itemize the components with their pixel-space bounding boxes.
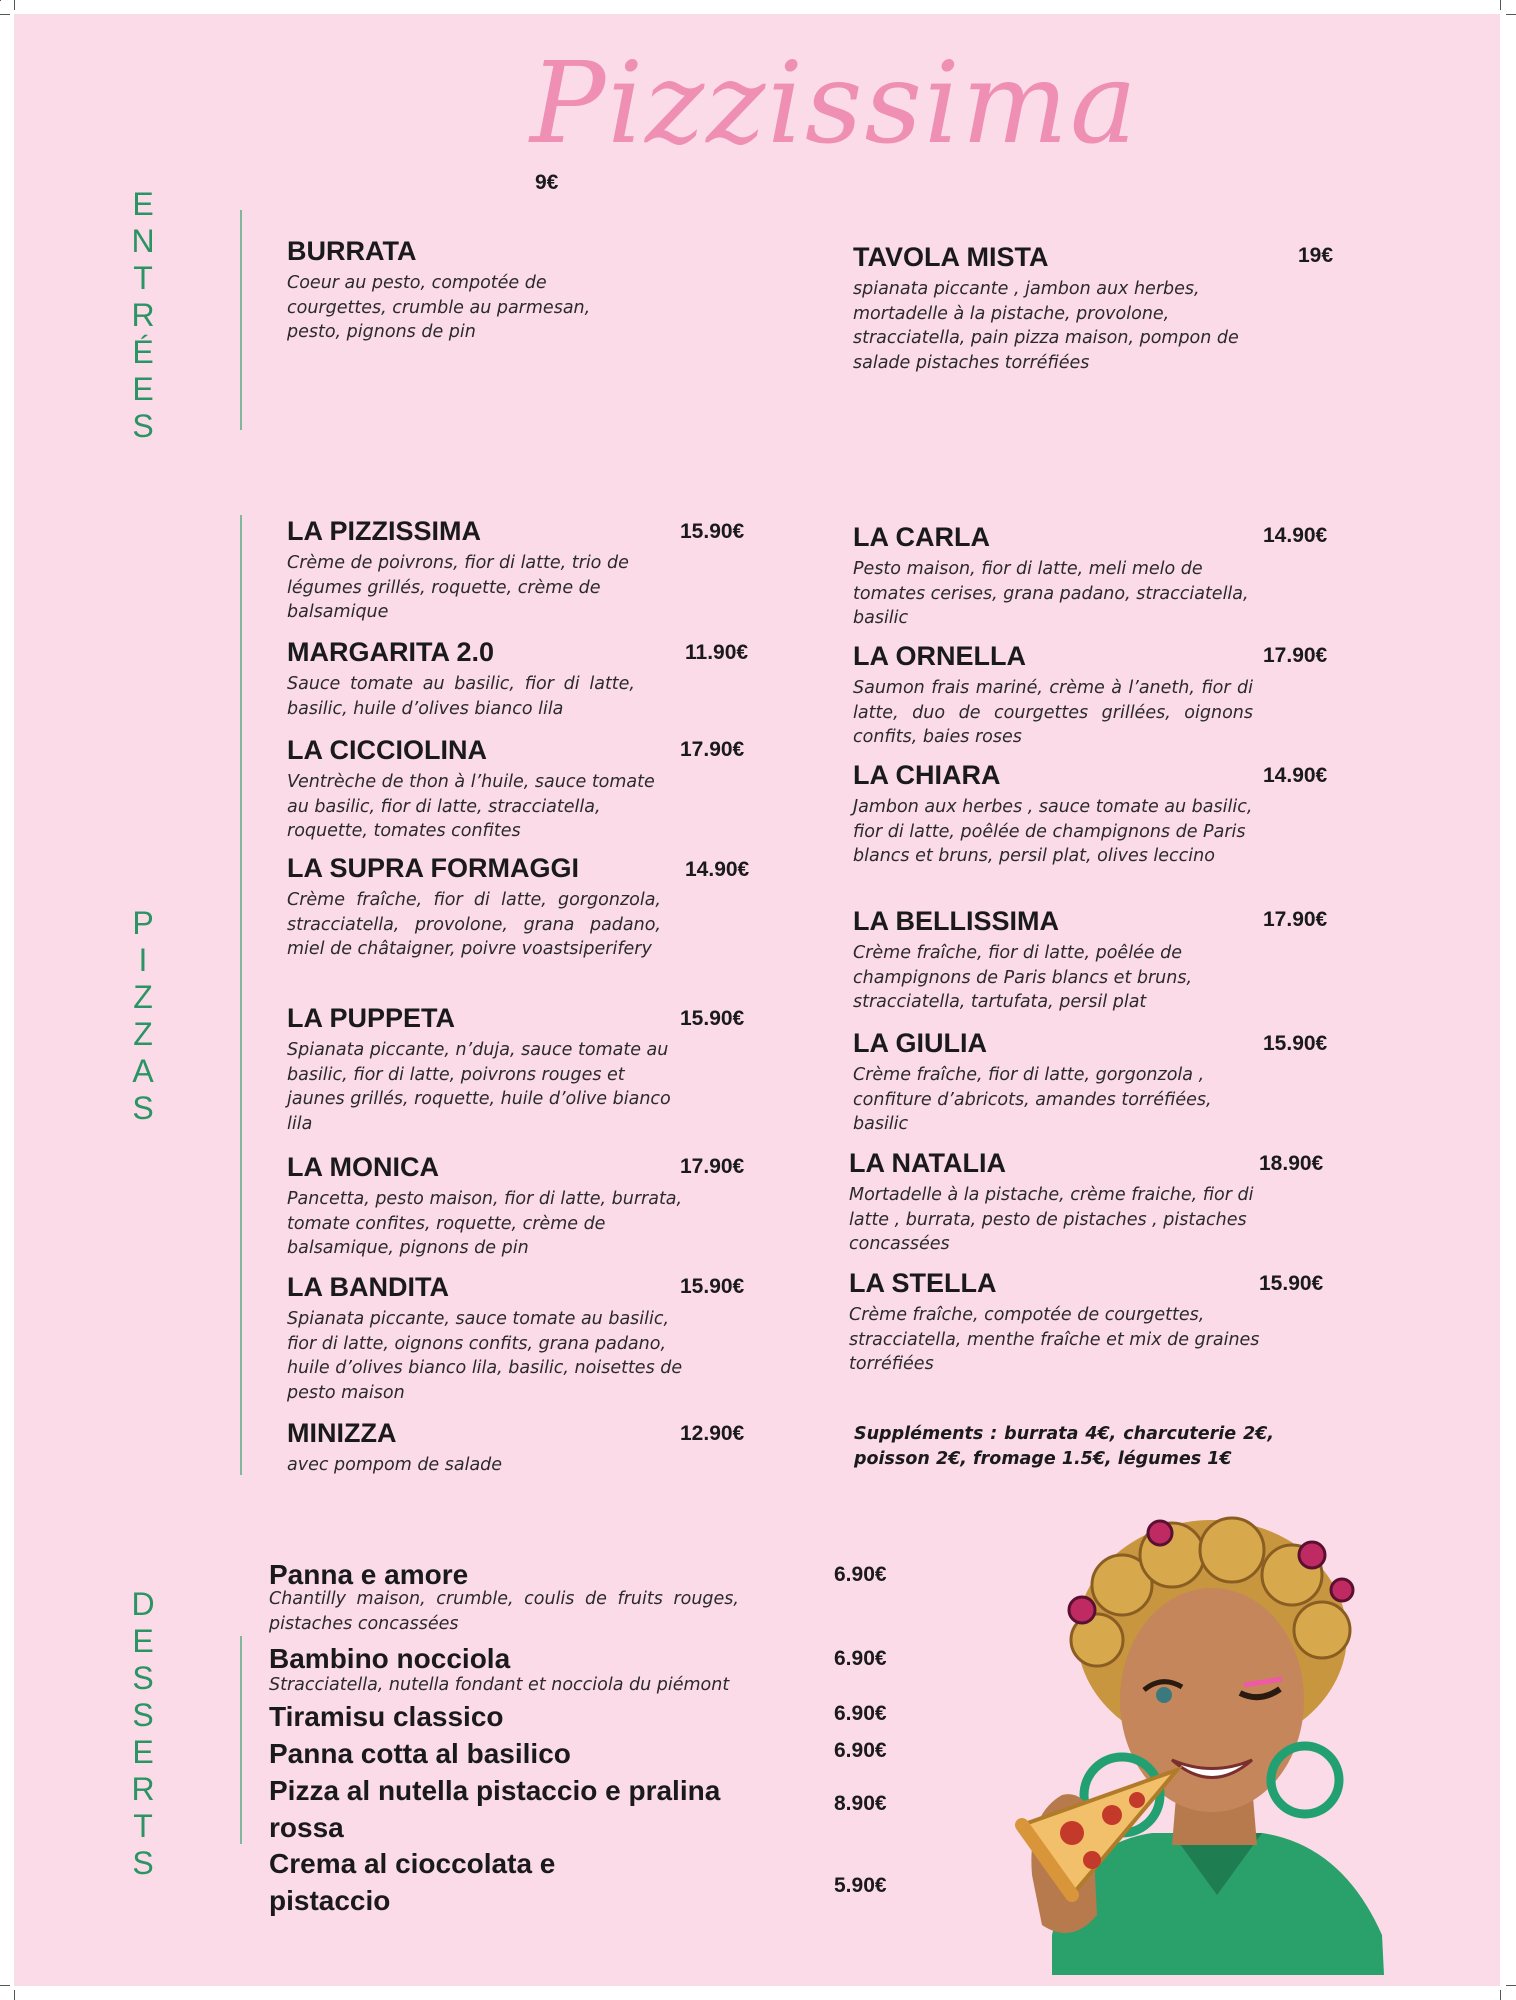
pizza-description: Pesto maison, fior di latte, meli melo de tomates cerises, grana padano, stracciatella, basilic xyxy=(853,559,1249,628)
pizza-la-pizzissima xyxy=(287,515,667,625)
pizzas-section-label xyxy=(113,905,173,1127)
desserts-section-label xyxy=(113,1586,173,1882)
dessert-crema-cioccolata xyxy=(269,1845,629,1919)
pizza-name: LA CICCIOLINA xyxy=(287,735,487,765)
section-label-letter: Z xyxy=(133,1016,153,1052)
pizza-description: Crème fraîche, compotée de courgettes, stracciatella, menthe fraîche et mix de graines torréfiées xyxy=(849,1305,1260,1374)
dessert-name: Panna cotta al basilico xyxy=(269,1738,571,1769)
pizza-price: 12.90€ xyxy=(680,1422,745,1445)
pizza-la-giulia xyxy=(853,1027,1253,1137)
pizza-description: Pancetta, pesto maison, fior di latte, burrata, tomate confites, roquette, crème de balsamique, pignons de pin xyxy=(287,1189,683,1258)
entree-description: Coeur au pesto, compotée de courgettes, crumble au parmesan, pesto, pignons de pin xyxy=(287,273,591,342)
section-label-letter: Z xyxy=(133,979,153,1015)
iris xyxy=(1156,1687,1172,1703)
pizza-description: avec pompom de salade xyxy=(287,1455,503,1475)
section-label-letter: S xyxy=(132,408,154,444)
pizza-description: Saumon frais mariné, crème à l’aneth, fior di latte, duo de courgettes grillées, oignons confits, baies roses xyxy=(853,678,1253,747)
pizza-name: LA SUPRA FORMAGGI xyxy=(287,853,579,883)
pizza-price: 15.90€ xyxy=(680,1007,745,1030)
pizza-name: LA GIULIA xyxy=(853,1028,987,1058)
pizza-description: Sauce tomate au basilic, fior di latte, basilic, huile d’olives bianco lila xyxy=(287,674,635,719)
pizza-description: Mortadelle à la pistache, crème fraiche, fior di latte , burrata, pesto de pistaches , pistaches concassées xyxy=(849,1185,1254,1254)
crop-mark xyxy=(0,14,10,15)
section-label-letter: P xyxy=(132,905,154,941)
crop-mark xyxy=(14,0,15,10)
entree-name: BURRATA xyxy=(287,236,417,266)
entrees-section-label xyxy=(113,186,173,445)
pizza-minizza xyxy=(287,1417,687,1478)
section-label-letter: S xyxy=(132,1660,154,1696)
pizza-price: 15.90€ xyxy=(680,1275,745,1298)
section-label-letter: R xyxy=(131,1771,155,1807)
pizza-price: 18.90€ xyxy=(1259,1152,1324,1175)
entrees-divider xyxy=(240,210,242,430)
pizza-la-bellissima xyxy=(853,905,1253,1015)
section-label-letter: T xyxy=(133,1808,153,1844)
section-label-letter: T xyxy=(133,260,153,296)
dessert-name: Panna e amore xyxy=(269,1559,469,1590)
section-label-letter: E xyxy=(132,186,154,222)
pizza-price: 11.90€ xyxy=(685,641,749,664)
pizza-price: 15.90€ xyxy=(1259,1272,1324,1295)
pizza-name: LA MONICA xyxy=(287,1152,439,1182)
dessert-description: Chantilly maison, crumble, coulis de fruits rouges, pistaches concassées xyxy=(269,1589,739,1634)
crop-mark xyxy=(0,1985,10,1986)
pizza-la-natalia xyxy=(849,1147,1269,1257)
pizza-name: LA NATALIA xyxy=(849,1148,1006,1178)
section-label-letter: E xyxy=(132,371,154,407)
dessert-panna-e-amore xyxy=(269,1556,739,1636)
menu-title: Pizzissima xyxy=(530,39,1139,169)
pizza-name: MINIZZA xyxy=(287,1418,397,1448)
dessert-price: 6.90€ xyxy=(834,1702,887,1725)
entree-name: TAVOLA MISTA xyxy=(853,242,1049,272)
desserts-divider xyxy=(240,1636,242,1844)
entree-price: 9€ xyxy=(535,171,559,194)
pizza-price: 17.90€ xyxy=(1263,644,1328,667)
pizza-name: LA CHIARA xyxy=(853,760,1001,790)
crop-mark xyxy=(14,1990,15,2000)
dessert-name: Pizza al nutella pistaccio e pralina rossa xyxy=(269,1775,721,1843)
pizza-name: LA BANDITA xyxy=(287,1272,449,1302)
pizza-price: 15.90€ xyxy=(680,520,745,543)
pizza-description: Crème fraîche, fior di latte, poêlée de champignons de Paris blancs et bruns, stracciatella, tartufata, persil plat xyxy=(853,943,1193,1012)
crop-mark xyxy=(1506,1985,1516,1986)
pizza-la-stella xyxy=(849,1267,1269,1377)
pizza-description: Spianata piccante, sauce tomate au basilic, fior di latte, oignons confits, grana padano, huile d’olives bianco lila, basilic, noisettes de pesto maison xyxy=(287,1309,683,1403)
crop-mark xyxy=(1500,1990,1501,2000)
pizza-name: MARGARITA 2.0 xyxy=(287,637,495,667)
pizza-la-cicciolina xyxy=(287,734,677,844)
section-label-letter: E xyxy=(132,1734,154,1770)
pizza-la-bandita xyxy=(287,1271,687,1405)
woman-eating-pizza-illustration xyxy=(1012,1515,1392,1975)
section-label-letter: N xyxy=(131,223,155,259)
entree-description: spianata piccante , jambon aux herbes, mortadelle à la pistache, provolone, stracciatella, pain pizza maison, pompon de salade pistaches torréfiées xyxy=(853,279,1239,373)
pizza-name: LA ORNELLA xyxy=(853,641,1026,671)
section-label-letter: E xyxy=(132,1623,154,1659)
supplements-note: Suppléments : burrata 4€, charcuterie 2€, poisson 2€, fromage 1.5€, légumes 1€ xyxy=(854,1424,1274,1469)
section-label-letter: D xyxy=(131,1586,155,1622)
dessert-price: 5.90€ xyxy=(834,1874,887,1897)
pizza-la-chiara xyxy=(853,759,1253,869)
crop-mark xyxy=(1500,0,1501,10)
pizza-price: 14.90€ xyxy=(1263,764,1328,787)
section-label-letter: S xyxy=(132,1090,154,1126)
crop-mark xyxy=(0,0,1,1)
dessert-price: 8.90€ xyxy=(834,1792,887,1815)
pizza-price: 14.90€ xyxy=(1263,524,1328,547)
pizza-price: 17.90€ xyxy=(680,738,745,761)
dessert-name: Tiramisu classico xyxy=(269,1701,504,1732)
entree-burrata xyxy=(287,235,647,345)
dessert-name: Bambino nocciola xyxy=(269,1643,511,1674)
pizza-description: Crème fraîche, fior di latte, gorgonzola , confiture d’abricots, amandes torréfiées, basilic xyxy=(853,1065,1212,1134)
pizza-description: Ventrèche de thon à l’huile, sauce tomate au basilic, fior di latte, stracciatella, roquette, tomates confites xyxy=(287,772,655,841)
pizza-price: 14.90€ xyxy=(685,858,750,881)
section-label-letter: R xyxy=(131,297,155,333)
entree-price: 19€ xyxy=(1298,244,1334,267)
pizza-name: LA BELLISSIMA xyxy=(853,906,1059,936)
dessert-pizza-nutella xyxy=(269,1772,789,1846)
pizza-price: 17.90€ xyxy=(680,1155,745,1178)
dessert-panna-cotta xyxy=(269,1735,739,1772)
pizza-description: Crème de poivrons, fior di latte, trio de légumes grillés, roquette, crème de balsamique xyxy=(287,553,629,622)
dessert-name: Crema al cioccolata e pistaccio xyxy=(269,1848,556,1916)
pizza-name: LA CARLA xyxy=(853,522,990,552)
dessert-bambino-nocciola xyxy=(269,1640,829,1698)
pizza-la-supra-formaggi xyxy=(287,852,661,962)
dessert-price: 6.90€ xyxy=(834,1563,887,1586)
pizzas-divider xyxy=(240,515,242,1475)
pizza-description: Crème fraîche, fior di latte, gorgonzola, stracciatella, provolone, grana padano, miel de châtaigner, poivre voastsiperifery xyxy=(287,890,661,959)
entree-tavola-mista xyxy=(853,241,1263,375)
section-label-letter: S xyxy=(132,1845,154,1881)
dessert-price: 6.90€ xyxy=(834,1647,887,1670)
pizza-margarita xyxy=(287,636,635,721)
section-label-letter: A xyxy=(132,1053,154,1089)
pizza-description: Spianata piccante, n’duja, sauce tomate au basilic, fior di latte, poivrons rouges et jaunes grillés, roquette, huile d’olive bianco lila xyxy=(287,1040,671,1134)
crop-mark xyxy=(1506,14,1516,15)
dessert-description: Stracciatella, nutella fondant et nocciola du piémont xyxy=(269,1675,730,1695)
section-label-letter: É xyxy=(132,334,154,370)
pizza-description: Jambon aux herbes , sauce tomate au basilic, fior di latte, poêlée de champignons de Paris blancs et bruns, persil plat, olives leccino xyxy=(853,797,1253,866)
section-label-letter: I xyxy=(138,942,148,978)
dessert-price: 6.90€ xyxy=(834,1739,887,1762)
section-label-letter: S xyxy=(132,1697,154,1733)
hoop-earring-right xyxy=(1271,1746,1339,1814)
pizza-la-carla xyxy=(853,521,1253,631)
pizza-name: LA STELLA xyxy=(849,1268,997,1298)
pizza-la-monica xyxy=(287,1151,687,1261)
pizza-name: LA PUPPETA xyxy=(287,1003,456,1033)
dessert-tiramisu xyxy=(269,1698,739,1735)
pizza-la-ornella xyxy=(853,640,1253,750)
pizza-price: 17.90€ xyxy=(1263,908,1328,931)
pizza-name: LA PIZZISSIMA xyxy=(287,516,481,546)
pizza-price: 15.90€ xyxy=(1263,1032,1328,1055)
pizza-la-puppeta xyxy=(287,1002,687,1136)
